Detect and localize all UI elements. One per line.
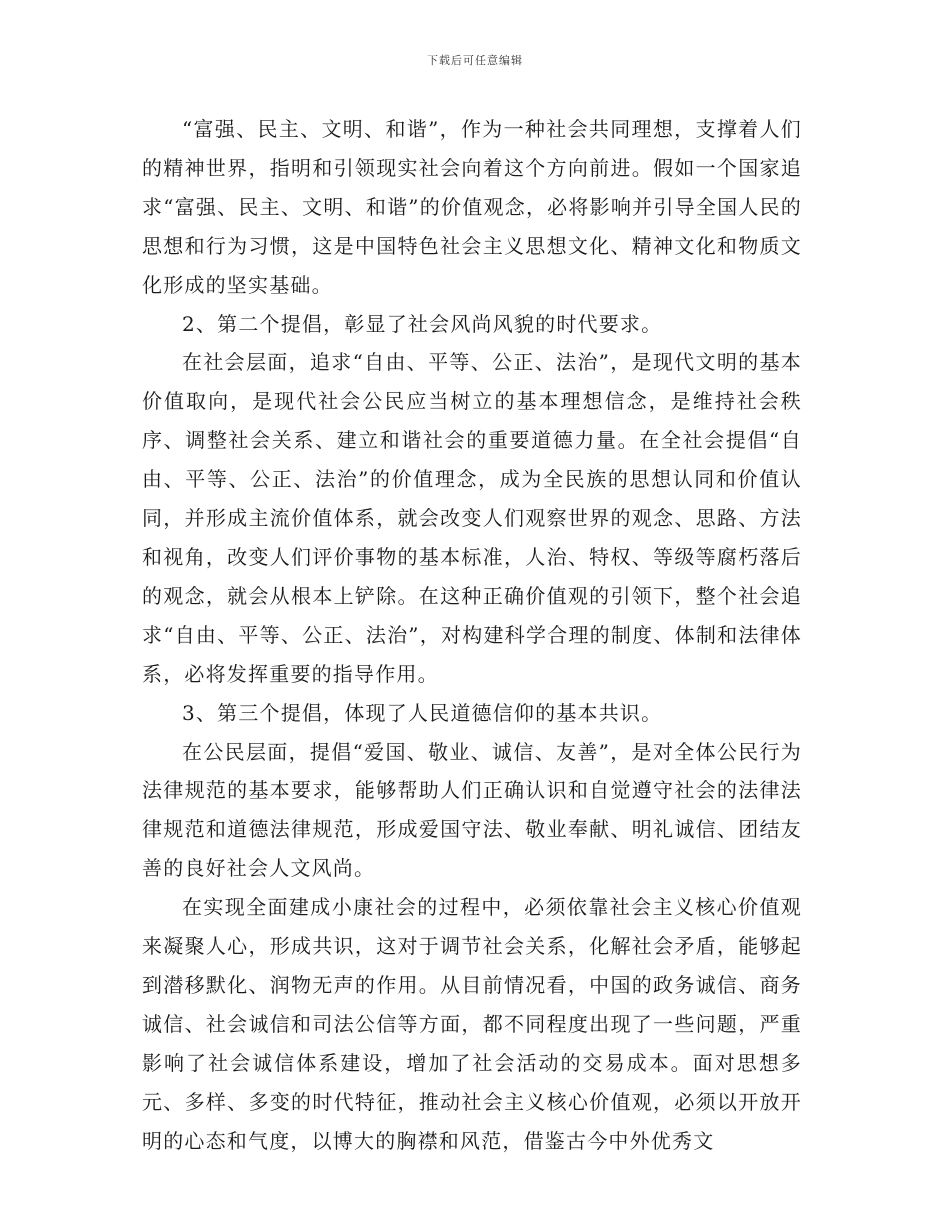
paragraph-heading-3: 3、第三个提倡，体现了人民道德信仰的基本共识。 <box>182 700 663 725</box>
body-text <box>142 110 802 1160</box>
paragraph-heading-2: 2、第二个提倡，彰显了社会风尚风貌的时代要求。 <box>182 311 663 336</box>
paragraph-xiaokang: 在实现全面建成小康社会的过程中，必须依靠社会主义核心价值观来凝聚人心，形成共识，这对于调节社会关系，化解社会矛盾，能够起到潜移默化、润物无声的作用。从目前情况看，中国的政务诚信、商务诚信、社会诚信和司法公信等方面，都不同程度出现了一些问题，严重影响了社会诚信体系建设，增加了社会活动的交易成本。面对思想多元、多样、多变的时代特征，推动社会主义核心价值观，必须以开放开明的心态和气度，以博大的胸襟和风范，借鉴古今中外优秀文 <box>142 895 802 1153</box>
paragraph-citizen-level: 在公民层面，提倡“爱国、敬业、诚信、友善”，是对全体公民行为法律规范的基本要求，能够帮助人们正确认识和自觉遵守社会的法律法律规范和道德法律规范，形成爱国守法、敬业奉献、明礼诚信、团结友善的良好社会人文风尚。 <box>142 739 802 881</box>
paragraph-social-level: 在社会层面，追求“自由、平等、公正、法治”，是现代文明的基本价值取向，是现代社会公民应当树立的基本理想信念，是维持社会秩序、调整社会关系、建立和谐社会的重要道德力量。在全社会提倡“自由、平等、公正、法治”的价值理念，成为全民族的思想认同和价值认同，并形成主流价值体系，就会改变人们观察世界的观念、思路、方法和视角，改变人们评价事物的基本标准，人治、特权、等级等腐朽落后的观念，就会从根本上铲除。在这种正确价值观的引领下，整个社会追求“自由、平等、公正、法治”，对构建科学合理的制度、体制和法律体系，必将发挥重要的指导作用。 <box>142 350 802 686</box>
paragraph-ideal: “富强、民主、文明、和谐”，作为一种社会共同理想，支撑着人们的精神世界，指明和引领现实社会向着这个方向前进。假如一个国家追求“富强、民主、文明、和谐”的价值观念，必将影响并引导全国人民的思想和行为习惯，这是中国特色社会主义思想文化、精神文化和物质文化形成的坚实基础。 <box>142 117 802 297</box>
page-header: 下载后可任意编辑 <box>427 54 523 67</box>
